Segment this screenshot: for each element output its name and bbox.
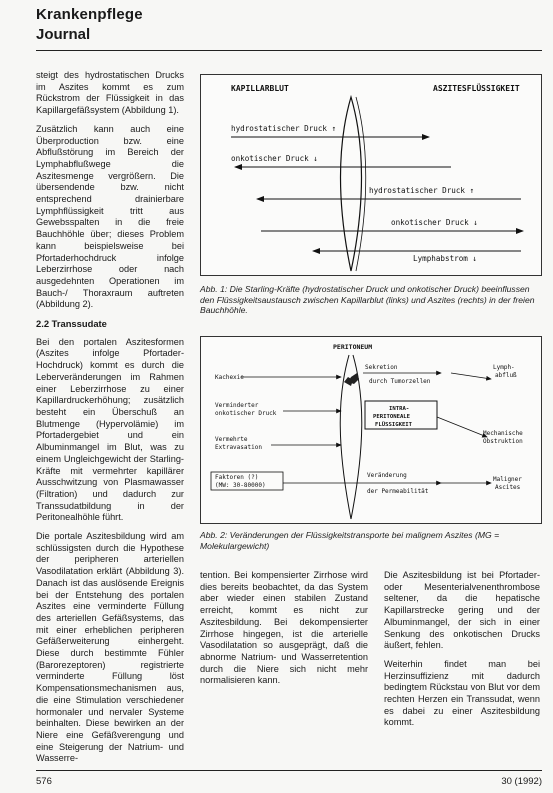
transport-diagram (201, 337, 541, 523)
label-veraenderung: Veränderung (367, 472, 407, 479)
label-aszitesfluessigkeit: ASZITESFLÜSSIGKEIT (433, 84, 520, 93)
box-label: INTRA- (389, 406, 410, 412)
label-kachexie: Kachexie (215, 374, 244, 381)
label-maligner: Maligner (493, 476, 522, 483)
page-number: 576 (36, 776, 52, 787)
figure-caption: Abb. 1: Die Starling-Kräfte (hydrostatischer Druck und onkotischer Druck) beeinflussen den Flüssigkeitsaustausch zwischen Kapillarblut (links) und Aszites (rechts) in der freien Bauchhöhle. (200, 284, 535, 316)
label-vermehrt: Vermehrte (215, 436, 248, 443)
row-oncotic-left: onkotischer Druck ↓ (231, 154, 318, 163)
label-ascites: Ascites (495, 484, 521, 491)
row-hydrostatic-right: hydrostatischer Druck ↑ (369, 186, 475, 195)
journal-subtitle: Journal (36, 26, 91, 43)
label-extravasation: Extravasation (215, 444, 262, 451)
row-hydrostatic-left: hydrostatischer Druck ↑ (231, 124, 337, 133)
figure-starling-forces (200, 74, 542, 276)
paragraph: Weiterhin findet man bei Herzinsuffizienz mit dadurch bedingtem Rückstau von Blut vor dem rechten Herzen ein Transsudat, wenn es dabei zu einer Aszitesbildung kommt. (384, 658, 540, 728)
footer-rule (36, 770, 542, 771)
label-mw: (MW: 30-80000) (215, 482, 266, 489)
box-label: PERITONEALE (373, 414, 411, 420)
membrane-shape (341, 97, 362, 271)
arrow (451, 373, 491, 379)
paragraph: tention. Bei kompensierter Zirrhose wird dies bereits beobachtet, da das System aber wieder einen stabilen Zustand erreicht, kommt es nicht zur Aszitesbildung. Bei dekompensierter Zirrhose hingegen, ist die arterielle Vasodilatation so ausgeprägt, daß die abnorme Natrium- und Wasserretention durch die Niere sich nicht mehr normalisieren kann. (200, 570, 368, 686)
arrow (437, 417, 487, 437)
label-kapillarblut: KAPILLARBLUT (231, 84, 289, 93)
starling-diagram (201, 75, 541, 275)
label-lymph: Lymph- (493, 364, 515, 371)
text-column-right (384, 570, 540, 736)
paragraph: Die Aszitesbildung ist bei Pfortader- oder Mesenterialvenenthrombose seltener, da die hepatische Kapillarstrecke gering und der Albuminmangel, der sich in einer Senkung des onkotischen Drucks äußert, fehlen. (384, 570, 540, 651)
label-onkotisch: onkotischer Druck (215, 410, 277, 417)
paragraph: Zusätzlich kann auch eine Überproduction bzw. eine Abflußstörung im Bereich der Lymphabflußwege die Aszitesmenge vergrößern. Die übersendende bzw. nicht entsprechend drainierbare Lymphflüssigkeit tritt aus Gewebsspalten in die freie Bauchhöhle über; dieses Problem kann beispielsweise bei Pfortaderhochdruck infolge Leberzirrhose oder nach ausgedehnten Operationen im Bauch-/ Thoraxraum auftreten (Abbildung 2). (36, 123, 184, 310)
label-obstruktion: Obstruktion (483, 438, 523, 445)
label-permeabilitaet: der Permeabilität (367, 488, 429, 495)
figure-caption: Abb. 2: Veränderungen der Flüssigkeitstransporte bei malignem Aszites (MG = Molekulargewicht) (200, 530, 500, 551)
paragraph: steigt des hydrostatischen Drucks im Aszites kommt es zum Rückstrom der Flüssigkeit in das Kapillargefäßsystem (Abbildung 1). (36, 70, 184, 116)
label-peritoneum: PERITONEUM (333, 343, 373, 351)
label-abfluss: abfluß (495, 372, 517, 379)
label-mechanisch: Mechanische (483, 430, 523, 437)
label-vermindert: Verminderter (215, 402, 259, 409)
tumor-cells-icon (344, 373, 359, 386)
paragraph: Die portale Aszitesbildung wird am schlüssigsten durch die Hypothese der peripheren arteriellen Vasodilatation erklärt (Abbildung 3). Danach ist das auslösende Ereignis bei der Entstehung des portalen Aszites eine verminderte Füllung des arteriellen Gefäßsystems, das mit einer erheblichen peripheren Gefäßerweiterung einhergeht. Diese durch bestimmte Fühler (Barorezeptoren) registrierte verminderte Füllung löst Kompensationsmechanismen aus, die eine Stimulation verschiedener hormonaler und nervaler Systeme beinhalten. Diese bewirken an der Niere eine Gefäßverengung und eine Steigerung der Natrium- und Wasserre- (36, 531, 184, 764)
text-column-middle (200, 570, 368, 694)
text-column-left (36, 70, 184, 772)
label-sekretion: Sekretion (365, 364, 398, 371)
paragraph: Bei den portalen Aszitesformen (Aszites infolge Pfortader-Hochdruck) kommt es durch die Leberveränderungen im Rahmen einer Leberzirrhose zu einer Kapillardruckerhöhung; zusätzlich besteht ein Überschuß an Blutmenge (Hypervolämie) im Pfortadergebiet und ein Albuminmangel im Blut, was zu einem Ungleichgewicht der Starling-Kräfte mit vermehrter kapillärer Ausschwitzung von Plasmawasser (Filtration) und dadurch zur Transsudatbildung in der Peritonealhöhle führt. (36, 336, 184, 523)
section-heading: 2.2 Transsudate (36, 318, 107, 330)
journal-title: Krankenpflege (36, 6, 143, 23)
label-tumorzellen: durch Tumorzellen (369, 378, 431, 385)
row-oncotic-right: onkotischer Druck ↓ (391, 218, 478, 227)
issue-number: 30 (1992) (501, 776, 542, 787)
figure-fluid-transport (200, 336, 542, 524)
label-faktoren: Faktoren (?) (215, 474, 259, 481)
row-lymph: Lymphabstrom ↓ (413, 254, 478, 263)
header-rule (36, 50, 542, 51)
box-label: FLÜSSIGKEIT (375, 422, 413, 428)
